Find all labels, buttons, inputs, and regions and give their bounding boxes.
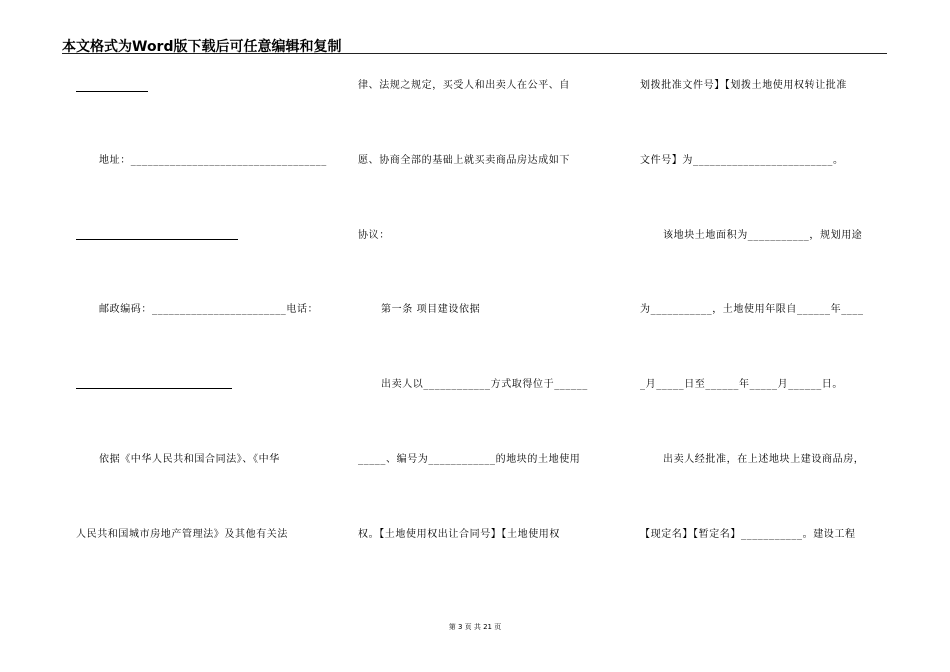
body-text-line: 愿、协商全部的基础上就买卖商品房达成如下 [358,155,570,166]
blank-field-line [76,91,148,92]
law-basis-line: 人民共和国城市房地产管理法》及其他有关法 [76,529,288,540]
body-text-line: 划拨批准文件号】【划拨土地使用权转让批准 [640,80,847,91]
document-header-title: 本文格式为Word版下载后可任意编辑和复制 [62,39,342,55]
body-text-line: _____、编号为____________的地块的土地使用 [358,454,581,465]
body-text-line: 文件号】为_________________________。 [640,155,844,166]
body-text-line: 协议： [358,230,390,241]
body-text-line: 出卖人经批准，在上述地块上建设商品房， [663,454,865,465]
blank-field-line [76,388,232,389]
body-text-line: 律、法规之规定，买受人和出卖人在公平、自 [358,80,570,91]
postal-phone-line: 邮政编码：________________________电话： [99,304,319,315]
article-heading: 第一条 项目建设依据 [381,304,481,315]
address-line: 地址：___________________________________ [99,155,327,166]
page-number-footer: 第 3 页 共 21 页 [448,623,502,631]
body-text-line: 【现定名】【暂定名】___________。建设工程 [640,529,856,540]
body-text-line: 该地块土地面积为___________，规划用途 [663,230,863,241]
blank-field-line [76,239,238,240]
body-text-line: 为___________，土地使用年限自______年____ [640,304,864,315]
body-text-line: _月_____日至______年_____月______日。 [640,379,843,390]
body-text-line: 出卖人以____________方式取得位于______ [381,379,588,390]
law-basis-line: 依据《中华人民共和国合同法》、《中华 [99,454,280,465]
body-text-line: 权。【土地使用权出让合同号】【土地使用权 [358,529,560,540]
header-divider [62,53,887,54]
